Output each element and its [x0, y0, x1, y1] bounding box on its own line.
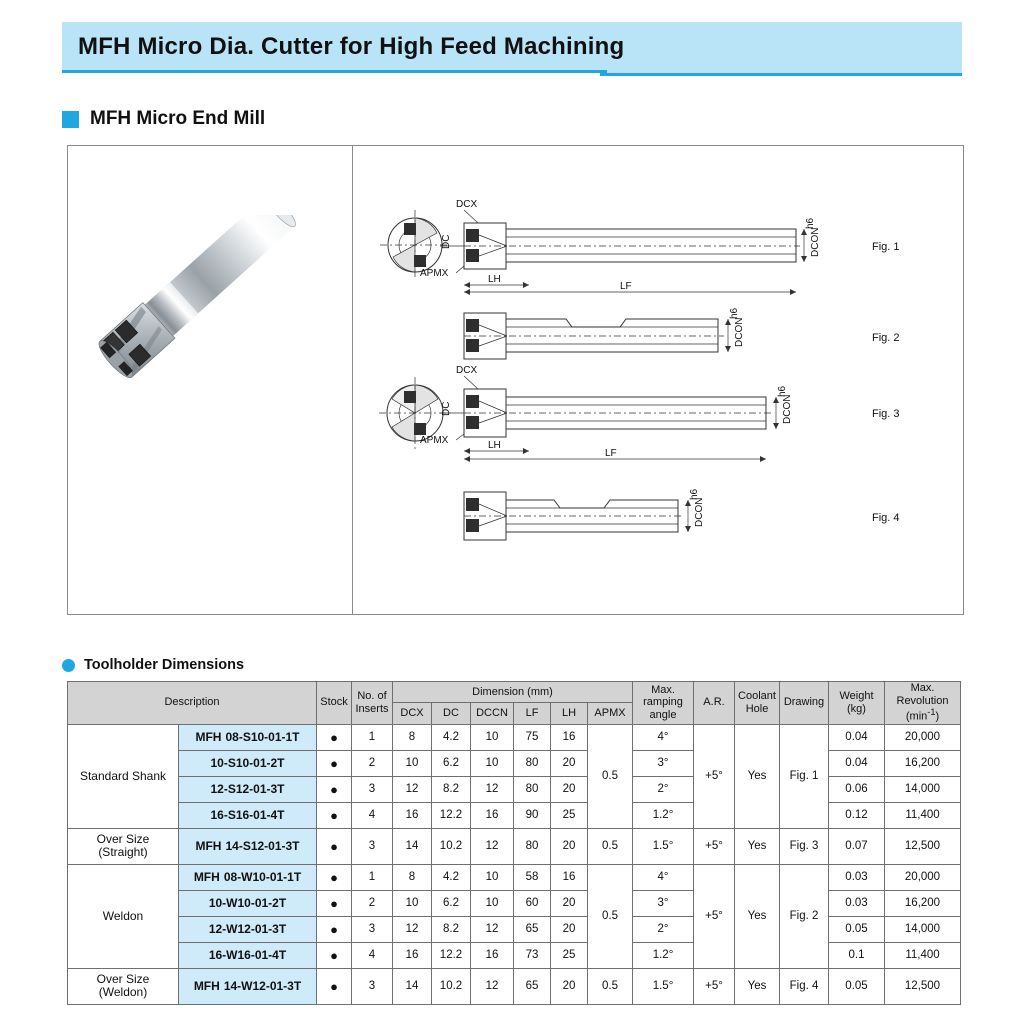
stock-mark: ●: [317, 916, 352, 942]
dccn: 12: [471, 776, 514, 802]
fig4-side-view: [464, 488, 900, 540]
fig2-side-view: [464, 307, 900, 359]
apmx: 0.5: [588, 864, 633, 968]
svg-text:h6: h6: [777, 385, 788, 397]
dcx: 16: [393, 942, 432, 968]
row-code[interactable]: 12-W12-01-3T: [179, 916, 317, 942]
svg-text:h6: h6: [689, 488, 700, 500]
ramping-angle: 1.2°: [633, 942, 694, 968]
dcx: 10: [393, 890, 432, 916]
svg-text:LF: LF: [620, 281, 632, 292]
coolant-hole: Yes: [735, 864, 780, 968]
apmx: 0.5: [588, 724, 633, 828]
ramping-angle: 2°: [633, 916, 694, 942]
header-underline: [62, 70, 607, 73]
dc: 8.2: [432, 776, 471, 802]
svg-text:h6: h6: [805, 217, 816, 229]
max-revolution: 20,000: [885, 724, 961, 750]
stock-mark: ●: [317, 864, 352, 890]
fig1-side-view: [420, 199, 900, 295]
svg-text:DCON: DCON: [694, 497, 705, 527]
lf: 73: [514, 942, 551, 968]
coolant-hole: Yes: [735, 828, 780, 864]
group-label: Standard Shank: [68, 724, 179, 828]
max-revolution: 14,000: [885, 916, 961, 942]
section-heading: [62, 108, 265, 130]
table-row[interactable]: [68, 864, 961, 890]
group-label: Weldon: [68, 864, 179, 968]
ramping-angle: 1.5°: [633, 968, 694, 1004]
toolholder-dimensions-heading: [62, 657, 244, 673]
dccn: 10: [471, 724, 514, 750]
svg-text:DC: DC: [441, 234, 452, 249]
fig3-side-view: [420, 365, 900, 462]
th-max-revolution: Max. Revolution $(\min^{-1})$: [885, 682, 961, 725]
square-bullet-icon: [62, 111, 79, 128]
th-drawing: Drawing: [780, 682, 829, 725]
th-lf: LF: [514, 703, 551, 724]
th-inserts: No. of Inserts: [352, 682, 393, 725]
dcx: 8: [393, 864, 432, 890]
th-description: Description: [68, 682, 317, 725]
fig3-label: Fig. 3: [872, 408, 900, 420]
th-weight: Weight (kg): [829, 682, 885, 725]
inserts: 2: [352, 890, 393, 916]
lh: 20: [551, 776, 588, 802]
dc: 12.2: [432, 942, 471, 968]
toolholder-dimensions-label: Toolholder Dimensions: [84, 657, 245, 673]
dcx: 12: [393, 776, 432, 802]
table-row[interactable]: [68, 724, 961, 750]
weight: 0.03: [829, 864, 885, 890]
ar: +5°: [694, 724, 735, 828]
ramping-angle: 4°: [633, 724, 694, 750]
inserts: 2: [352, 750, 393, 776]
lh: 16: [551, 864, 588, 890]
svg-text:DC: DC: [441, 401, 452, 416]
ramping-angle: 3°: [633, 890, 694, 916]
dc: 10.2: [432, 828, 471, 864]
row-code[interactable]: 12-S12-01-3T: [179, 776, 317, 802]
th-dccn: DCCN: [471, 703, 514, 724]
row-code[interactable]: 10-S10-01-2T: [179, 750, 317, 776]
lf: 75: [514, 724, 551, 750]
row-code[interactable]: 10-W10-01-2T: [179, 890, 317, 916]
weight: 0.06: [829, 776, 885, 802]
th-ar: A.R.: [694, 682, 735, 725]
toolholder-dimensions-table: [67, 681, 961, 1005]
table-row[interactable]: [68, 968, 961, 1004]
lf: 90: [514, 802, 551, 828]
dccn: 16: [471, 942, 514, 968]
inserts: 3: [352, 828, 393, 864]
inserts: 3: [352, 968, 393, 1004]
dccn: 16: [471, 802, 514, 828]
lh: 25: [551, 942, 588, 968]
lh: 20: [551, 890, 588, 916]
svg-text:DCX: DCX: [456, 365, 478, 376]
dcx: 12: [393, 916, 432, 942]
th-lh: LH: [551, 703, 588, 724]
row-code[interactable]: MFH 08-S10-01-1T: [179, 724, 317, 750]
stock-mark: ●: [317, 828, 352, 864]
inserts: 1: [352, 724, 393, 750]
dccn: 10: [471, 864, 514, 890]
stock-mark: ●: [317, 890, 352, 916]
fig1-label: Fig. 1: [872, 241, 900, 253]
dc: 6.2: [432, 890, 471, 916]
svg-text:DCX: DCX: [456, 199, 478, 210]
row-code[interactable]: 16-S16-01-4T: [179, 802, 317, 828]
svg-text:DCON: DCON: [782, 394, 793, 424]
svg-text:DCON: DCON: [734, 317, 745, 347]
technical-drawings: [352, 145, 962, 613]
weight: 0.04: [829, 750, 885, 776]
svg-text:APMX: APMX: [420, 435, 449, 446]
drawing: Fig. 4: [780, 968, 829, 1004]
row-code[interactable]: 16-W16-01-4T: [179, 942, 317, 968]
fig2-label: Fig. 2: [872, 332, 900, 344]
coolant-hole: Yes: [735, 968, 780, 1004]
inserts: 3: [352, 776, 393, 802]
row-code[interactable]: MFH 14-W12-01-3T: [179, 968, 317, 1004]
ramping-angle: 4°: [633, 864, 694, 890]
table-row[interactable]: [68, 828, 961, 864]
lh: 20: [551, 968, 588, 1004]
fig4-label: Fig. 4: [872, 512, 900, 524]
ramping-angle: 1.5°: [633, 828, 694, 864]
lf: 65: [514, 916, 551, 942]
drawing: Fig. 3: [780, 828, 829, 864]
weight: 0.03: [829, 890, 885, 916]
th-stock: Stock: [317, 682, 352, 725]
stock-mark: ●: [317, 802, 352, 828]
weight: 0.04: [829, 724, 885, 750]
max-revolution: 12,500: [885, 968, 961, 1004]
lf: 80: [514, 828, 551, 864]
lh: 16: [551, 724, 588, 750]
th-max-ramping-angle: Max. ramping angle: [633, 682, 694, 725]
row-code[interactable]: MFH 08-W10-01-1T: [179, 864, 317, 890]
coolant-hole: Yes: [735, 724, 780, 828]
dccn: 12: [471, 828, 514, 864]
th-dimension-group: Dimension (mm): [393, 682, 633, 703]
lh: 20: [551, 828, 588, 864]
ar: +5°: [694, 968, 735, 1004]
weight: 0.05: [829, 968, 885, 1004]
dcx: 10: [393, 750, 432, 776]
ramping-angle: 3°: [633, 750, 694, 776]
section-heading-label: MFH Micro End Mill: [90, 108, 266, 129]
inserts: 1: [352, 864, 393, 890]
page-title: MFH Micro Dia. Cutter for High Feed Machining: [78, 33, 625, 60]
lf: 80: [514, 750, 551, 776]
dc: 4.2: [432, 724, 471, 750]
weight: 0.12: [829, 802, 885, 828]
dcx: 8: [393, 724, 432, 750]
apmx: 0.5: [588, 828, 633, 864]
max-revolution: 16,200: [885, 890, 961, 916]
round-bullet-icon: [62, 659, 75, 672]
stock-mark: ●: [317, 942, 352, 968]
weight: 0.05: [829, 916, 885, 942]
weight: 0.1: [829, 942, 885, 968]
dcx: 14: [393, 968, 432, 1004]
group-label: Over Size (Weldon): [68, 968, 179, 1004]
svg-text:LF: LF: [605, 448, 617, 459]
max-revolution: 20,000: [885, 864, 961, 890]
row-code[interactable]: MFH 14-S12-01-3T: [179, 828, 317, 864]
group-label: Over Size (Straight): [68, 828, 179, 864]
lh: 20: [551, 750, 588, 776]
drawing: Fig. 1: [780, 724, 829, 828]
svg-text:LH: LH: [488, 274, 501, 285]
lh: 25: [551, 802, 588, 828]
th-dc: DC: [432, 703, 471, 724]
header-banner-tail: [600, 55, 962, 76]
dc: 4.2: [432, 864, 471, 890]
max-revolution: 11,400: [885, 942, 961, 968]
ramping-angle: 1.2°: [633, 802, 694, 828]
dc: 8.2: [432, 916, 471, 942]
inserts: 4: [352, 802, 393, 828]
lh: 20: [551, 916, 588, 942]
svg-text:h6: h6: [729, 307, 740, 319]
ar: +5°: [694, 864, 735, 968]
stock-mark: ●: [317, 750, 352, 776]
inserts: 3: [352, 916, 393, 942]
lf: 60: [514, 890, 551, 916]
lf: 80: [514, 776, 551, 802]
svg-text:APMX: APMX: [420, 268, 449, 279]
svg-text:LH: LH: [488, 440, 501, 451]
ar: +5°: [694, 828, 735, 864]
lf: 65: [514, 968, 551, 1004]
dccn: 10: [471, 750, 514, 776]
drawing: Fig. 2: [780, 864, 829, 968]
dcx: 16: [393, 802, 432, 828]
dc: 6.2: [432, 750, 471, 776]
th-apmx: APMX: [588, 703, 633, 724]
stock-mark: ●: [317, 968, 352, 1004]
dccn: 12: [471, 916, 514, 942]
th-coolant-hole: Coolant Hole: [735, 682, 780, 725]
weight: 0.07: [829, 828, 885, 864]
stock-mark: ●: [317, 776, 352, 802]
dccn: 12: [471, 968, 514, 1004]
max-revolution: 16,200: [885, 750, 961, 776]
max-revolution: 14,000: [885, 776, 961, 802]
svg-text:DCON: DCON: [810, 227, 821, 257]
th-dcx: DCX: [393, 703, 432, 724]
lf: 58: [514, 864, 551, 890]
apmx: 0.5: [588, 968, 633, 1004]
dcx: 14: [393, 828, 432, 864]
inserts: 4: [352, 942, 393, 968]
stock-mark: ●: [317, 724, 352, 750]
max-revolution: 11,400: [885, 802, 961, 828]
product-photo: [85, 215, 330, 455]
dc: 12.2: [432, 802, 471, 828]
table-body: [68, 724, 961, 1004]
dc: 10.2: [432, 968, 471, 1004]
ramping-angle: 2°: [633, 776, 694, 802]
dccn: 10: [471, 890, 514, 916]
max-revolution: 12,500: [885, 828, 961, 864]
